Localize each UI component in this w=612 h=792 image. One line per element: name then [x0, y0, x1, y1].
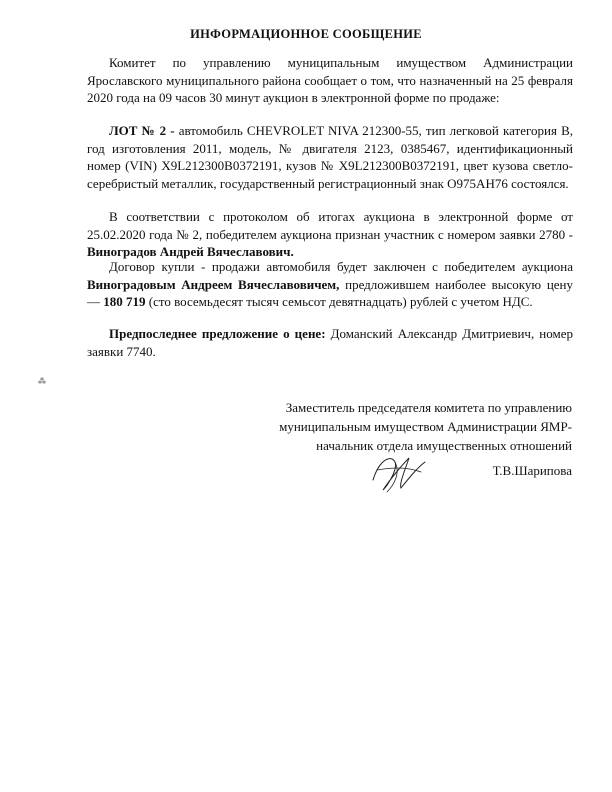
paragraph-intro-text: Комитет по управлению муниципальным имуществом Администрации Ярославского муниципального района сообщает о том, что назначенный на 25 февраля 2020 года на 09 часов 30 минут аукцион в электронной форме по продаже: — [87, 55, 573, 106]
winner-name: Виноградов Андрей Вячеславович. — [87, 244, 294, 260]
lot-description: автомобиль CHEVROLET NIVA 212300-55, тип легковой категория B, год изготовления 2011, модель, № двигателя 2123, 0385467, идентификационный номер (VIN) X9L212300B0372191, кузов № X9L212300B0372191, цвет кузова светло-серебристый металлик, государственный регистрационный знак О975АН76 состоялся. — [87, 123, 573, 191]
scan-mark: ⁂ — [38, 377, 46, 386]
document-title: ИНФОРМАЦИОННОЕ СООБЩЕНИЕ — [190, 27, 422, 41]
contract-price: 180 719 — [103, 294, 146, 310]
lot-label: ЛОТ № 2 - — [109, 123, 175, 138]
paragraph-winner-text — [87, 208, 573, 261]
paragraph-contract — [87, 258, 573, 311]
contract-winner-name: Виноградовым Андреем Вячеславовичем, — [87, 276, 340, 292]
signer-position-line1: Заместитель председателя комитета по управлению — [285, 400, 572, 415]
paragraph-lot — [87, 122, 573, 192]
paragraph-second-offer-text — [87, 325, 573, 360]
signature-block — [242, 398, 572, 455]
signer-position-line3: начальник отдела имущественных отношений — [316, 438, 572, 453]
second-offer-label: Предпоследнее предложение о цене: — [109, 326, 326, 341]
paragraph-second-offer — [87, 325, 573, 360]
handwritten-signature — [365, 450, 435, 496]
contract-text-c: (сто восемьдесят тысяч семьсот девятнадцать) рублей с учетом НДС. — [145, 294, 533, 310]
signer-name: Т.В.Шарипова — [492, 463, 572, 478]
contract-text-b: предложившем наиболее высокую цену — — [87, 276, 573, 310]
paragraph-contract-text — [87, 258, 573, 311]
winner-protocol-text: В соответствии с протоколом об итогах аукциона в электронной форме от 25.02.2020 года № 2, победителем аукциона признан участник с номером заявки 2780 - — [87, 209, 573, 242]
signer-position-line2: муниципальным имуществом Администрации ЯМР- — [279, 419, 572, 434]
paragraph-intro — [87, 54, 573, 107]
paragraph-winner — [87, 208, 573, 261]
paragraph-lot-text — [87, 122, 573, 192]
second-offer-details: Доманский Александр Дмитриевич, номер заявки 7740. — [87, 326, 574, 359]
contract-text-a: Договор купли - продажи автомобиля будет заключен с победителем аукциона — [109, 259, 573, 274]
